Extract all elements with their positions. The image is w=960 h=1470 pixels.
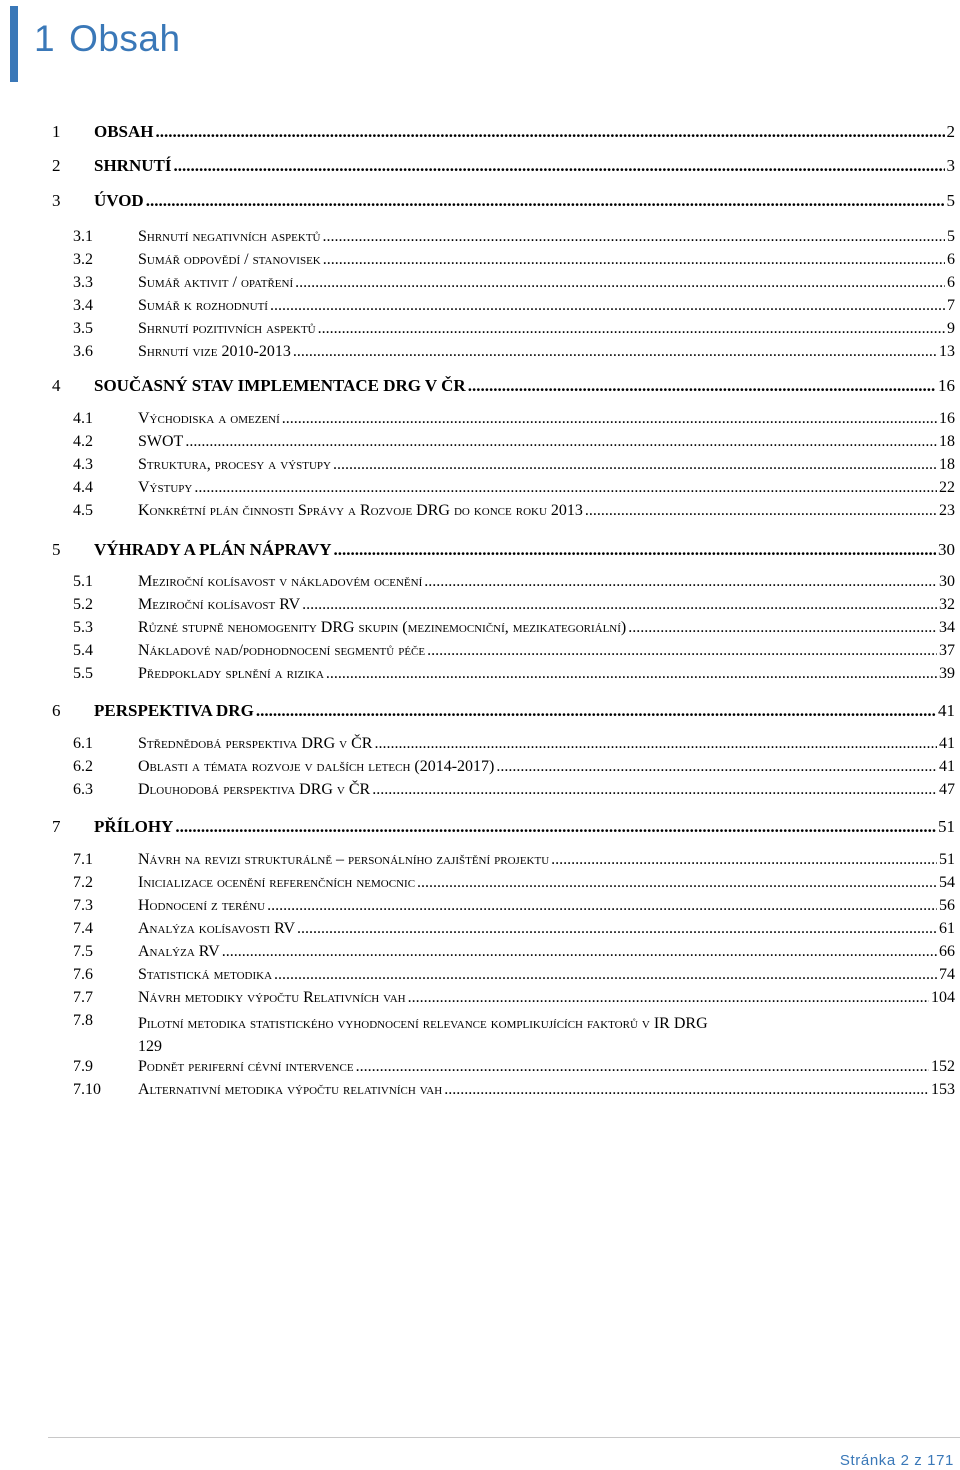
toc-page-number: 41 — [939, 735, 955, 752]
toc-dot-leader — [334, 540, 936, 560]
toc-entry-title: OBSAH — [94, 122, 154, 141]
toc-dot-leader — [293, 343, 937, 361]
toc-entry-number: 5 — [52, 540, 61, 559]
toc-page-number: 5 — [947, 228, 955, 245]
toc-entry-title: VÝHRADY A PLÁN NÁPRAVY — [94, 540, 332, 559]
toc-page-number: 51 — [939, 851, 955, 868]
toc-dot-leader — [256, 701, 936, 721]
toc-entry-number: 7.3 — [73, 897, 93, 914]
toc-entry-title: SOUČASNÝ STAV IMPLEMENTACE DRG V ČR — [94, 376, 466, 395]
toc-dot-leader — [585, 502, 937, 520]
toc-section-entry[interactable] — [73, 989, 955, 1007]
toc-entry-number: 6.3 — [73, 781, 93, 798]
toc-entry-title: Shrnutí pozitivních aspektů — [138, 320, 316, 337]
toc-entry-title: PERSPEKTIVA DRG — [94, 701, 254, 720]
toc-section-entry[interactable] — [73, 642, 955, 660]
toc-dot-leader — [374, 735, 937, 753]
toc-dot-leader — [194, 479, 937, 497]
toc-entry-title: ÚVOD — [94, 191, 144, 210]
toc-dot-leader — [302, 596, 937, 614]
toc-dot-leader — [323, 228, 946, 246]
toc-entry-number: 7.4 — [73, 920, 93, 937]
toc-dot-leader — [424, 573, 937, 591]
toc-section-entry[interactable] — [73, 320, 955, 338]
toc-dot-leader — [468, 376, 936, 396]
toc-entry-number: 5.1 — [73, 573, 93, 590]
toc-entry-number: 3.6 — [73, 343, 93, 360]
toc-entry-title: Shrnutí vize 2010-2013 — [138, 343, 291, 360]
page-number-footer: Stránka 2 z 171 — [839, 1452, 954, 1469]
toc-section-entry[interactable] — [73, 1012, 955, 1058]
toc-entry-title: Statistická metodika — [138, 966, 273, 983]
toc-dot-leader — [356, 1058, 929, 1076]
toc-entry-title: Pilotní metodika statistického vyhodnocení relevance komplikujících faktorů v IR DRG 129 — [138, 1015, 708, 1055]
toc-entry-title: Návrh na revizi strukturálně – personálního zajištění projektu — [138, 851, 550, 868]
toc-section-entry[interactable] — [73, 851, 955, 869]
toc-section-entry[interactable] — [73, 943, 955, 961]
toc-page-number: 2 — [946, 122, 955, 141]
toc-section-entry[interactable] — [73, 966, 955, 984]
toc-dot-leader — [185, 433, 937, 451]
toc-section-entry[interactable] — [73, 1081, 955, 1099]
toc-section-entry[interactable] — [73, 251, 955, 269]
toc-page-number: 7 — [947, 297, 955, 314]
toc-dot-leader — [444, 1081, 929, 1099]
toc-dot-leader — [270, 297, 945, 315]
toc-page-number: 3 — [946, 156, 955, 175]
toc-entry-number: 7.6 — [73, 966, 93, 983]
toc-section-entry[interactable] — [73, 410, 955, 428]
toc-entry-number: 7.1 — [73, 851, 93, 868]
toc-section-entry[interactable] — [73, 456, 955, 474]
toc-entry-number: 4 — [52, 376, 61, 395]
toc-entry-number: 2 — [52, 156, 61, 175]
toc-entry-title: Meziroční kolísavost RV — [138, 596, 301, 613]
toc-entry-title: Oblasti a témata rozvoje v dalších letech (2014-2017) — [138, 758, 495, 775]
toc-entry-number: 4.4 — [73, 479, 93, 496]
toc-entry-number: 5.5 — [73, 665, 93, 682]
toc-page-number: 30 — [938, 540, 955, 559]
toc-entry-number: 7 — [52, 817, 61, 836]
toc-section-entry[interactable] — [73, 433, 955, 451]
toc-page-number: 13 — [939, 343, 955, 360]
toc-section-entry[interactable] — [73, 274, 955, 292]
toc-page-number: 104 — [931, 989, 955, 1006]
toc-section-entry[interactable] — [73, 479, 955, 497]
toc-section-entry[interactable] — [73, 758, 955, 776]
toc-entry-title: Sumář k rozhodnutí — [138, 297, 268, 314]
toc-entry-title: Inicializace ocenění referenčních nemocnic — [138, 874, 416, 891]
toc-page-number: 56 — [939, 897, 955, 914]
toc-entry-title: Předpoklady splnění a rizika — [138, 665, 324, 682]
toc-entry-title: Hodnocení z terénu — [138, 897, 266, 914]
toc-dot-leader — [427, 642, 937, 660]
toc-dot-leader — [267, 897, 937, 915]
toc-entry-number: 7.7 — [73, 989, 93, 1006]
toc-dot-leader — [222, 943, 937, 961]
toc-entry-number: 4.2 — [73, 433, 93, 450]
toc-entry-number: 7.10 — [73, 1081, 101, 1098]
toc-entry-number: 4.3 — [73, 456, 93, 473]
toc-page-number: 16 — [938, 376, 955, 395]
toc-entry-title: Konkrétní plán činnosti Správy a Rozvoje DRG do konce roku 2013 — [138, 502, 583, 519]
toc-dot-leader — [274, 966, 937, 984]
toc-entry-number: 7.9 — [73, 1058, 93, 1075]
toc-entry-number: 6 — [52, 701, 61, 720]
toc-entry-title: Sumář aktivit / opatření — [138, 274, 294, 291]
toc-section-entry[interactable] — [73, 619, 955, 637]
toc-page-number: 6 — [947, 251, 955, 268]
toc-dot-leader — [326, 665, 937, 683]
toc-entry-number: 5.2 — [73, 596, 93, 613]
toc-page-number: 41 — [939, 758, 955, 775]
toc-section-entry[interactable] — [73, 502, 955, 520]
toc-entry-number: 7.5 — [73, 943, 93, 960]
toc-entry-number: 5.3 — [73, 619, 93, 636]
toc-entry-title: Meziroční kolísavost v nákladovém ocenění — [138, 573, 423, 590]
toc-dot-leader — [146, 191, 945, 211]
toc-entry-number: 3.1 — [73, 228, 93, 245]
toc-entry-title: SWOT — [138, 433, 184, 450]
toc-dot-leader — [417, 874, 937, 892]
toc-page-number: 18 — [939, 456, 955, 473]
toc-dot-leader — [408, 989, 929, 1007]
toc-entry-title: Výstupy — [138, 479, 193, 496]
toc-chapter-entry[interactable] — [52, 376, 955, 396]
toc-page-number: 74 — [939, 966, 955, 983]
toc-page-number: 32 — [939, 596, 955, 613]
toc-page-number: 39 — [939, 665, 955, 682]
toc-section-entry[interactable] — [73, 297, 955, 315]
toc-entry-number: 7.8 — [73, 1012, 93, 1029]
toc-entry-number: 3.4 — [73, 297, 93, 314]
toc-entry-number: 3.2 — [73, 251, 93, 268]
toc-entry-number: 4.5 — [73, 502, 93, 519]
toc-page-number: 30 — [939, 573, 955, 590]
toc-entry-number: 6.2 — [73, 758, 93, 775]
toc-page-number: 23 — [939, 502, 955, 519]
toc-entry-title: Analýza kolísavosti RV — [138, 920, 296, 937]
toc-section-entry[interactable] — [73, 573, 955, 591]
toc-entry-number: 1 — [52, 122, 61, 141]
toc-dot-leader — [297, 920, 937, 938]
toc-section-entry[interactable] — [73, 596, 955, 614]
toc-page-number: 9 — [947, 320, 955, 337]
toc-entry-title: Různé stupně nehomogenity DRG skupin (mezinemocniční, mezikategoriální) — [138, 619, 627, 636]
toc-entry-title: Struktura, procesy a výstupy — [138, 456, 331, 473]
toc-entry-title: Alternativní metodika výpočtu relativních vah — [138, 1081, 443, 1098]
toc-dot-leader — [156, 122, 945, 142]
toc-page-number: 5 — [946, 191, 955, 210]
toc-entry-title: Návrh metodiky výpočtu Relativních vah — [138, 989, 406, 1006]
toc-section-entry[interactable] — [73, 735, 955, 753]
toc-section-entry[interactable] — [73, 874, 955, 892]
toc-chapter-entry[interactable] — [52, 156, 955, 176]
toc-section-entry[interactable] — [73, 1058, 955, 1076]
toc-entry-number: 6.1 — [73, 735, 93, 752]
toc-page-number: 54 — [939, 874, 955, 891]
toc-page-number: 129 — [138, 1038, 162, 1055]
toc-page-number: 47 — [939, 781, 955, 798]
toc-entry-number: 4.1 — [73, 410, 93, 427]
toc-section-entry[interactable] — [73, 665, 955, 683]
toc-chapter-entry[interactable] — [52, 122, 955, 142]
toc-dot-leader — [551, 851, 937, 869]
toc-page-number: 34 — [939, 619, 955, 636]
toc-page-number: 18 — [939, 433, 955, 450]
toc-page-number: 152 — [931, 1058, 955, 1075]
toc-chapter-entry[interactable] — [52, 540, 955, 560]
toc-chapter-entry[interactable] — [52, 817, 955, 837]
toc-entry-number: 3.5 — [73, 320, 93, 337]
toc-page-number: 41 — [938, 701, 955, 720]
toc-page-number: 153 — [931, 1081, 955, 1098]
toc-page-number: 51 — [938, 817, 955, 836]
toc-chapter-entry[interactable] — [52, 701, 955, 721]
toc-entry-title: Nákladové nad/podhodnocení segmentů péče — [138, 642, 426, 659]
toc-entry-number: 3 — [52, 191, 61, 210]
toc-entry-title: Podnět periferní cévní intervence — [138, 1058, 354, 1075]
toc-section-entry[interactable] — [73, 781, 955, 799]
toc-section-entry[interactable] — [73, 897, 955, 915]
toc-entry-title: Analýza RV — [138, 943, 220, 960]
toc-entry-title: SHRNUTÍ — [94, 156, 172, 175]
toc-entry-title: Shrnutí negativních aspektů — [138, 228, 321, 245]
heading-title: Obsah — [69, 18, 181, 59]
toc-entry-title: Sumář odpovědí / stanovisek — [138, 251, 321, 268]
toc-section-entry[interactable] — [73, 228, 955, 246]
toc-entry-title: PŘÍLOHY — [94, 817, 174, 836]
toc-dot-leader — [323, 251, 945, 269]
toc-chapter-entry[interactable] — [52, 191, 955, 211]
toc-dot-leader — [372, 781, 937, 799]
toc-entry-number: 7.2 — [73, 874, 93, 891]
toc-page-number: 22 — [939, 479, 955, 496]
toc-page-number: 16 — [939, 410, 955, 427]
toc-entry-title: Dlouhodobá perspektiva DRG v ČR — [138, 781, 371, 798]
toc-dot-leader — [282, 410, 937, 428]
toc-dot-leader — [628, 619, 937, 637]
toc-page-number: 66 — [939, 943, 955, 960]
toc-dot-leader — [175, 817, 936, 837]
toc-entry-title: Východiska a omezení — [138, 410, 280, 427]
footer-divider — [48, 1437, 960, 1438]
toc-section-entry[interactable] — [73, 343, 955, 361]
toc-dot-leader — [333, 456, 937, 474]
toc-dot-leader — [318, 320, 945, 338]
toc-dot-leader — [295, 274, 945, 292]
toc-entry-number: 3.3 — [73, 274, 93, 291]
toc-dot-leader — [496, 758, 937, 776]
toc-section-entry[interactable] — [73, 920, 955, 938]
toc-dot-leader — [173, 156, 944, 176]
toc-entry-number: 5.4 — [73, 642, 93, 659]
heading-number: 1 — [34, 18, 56, 59]
toc-page-number: 37 — [939, 642, 955, 659]
toc-entry-title: Střednědobá perspektiva DRG v ČR — [138, 735, 373, 752]
toc-page-number: 6 — [947, 274, 955, 291]
toc-page-number: 61 — [939, 920, 955, 937]
